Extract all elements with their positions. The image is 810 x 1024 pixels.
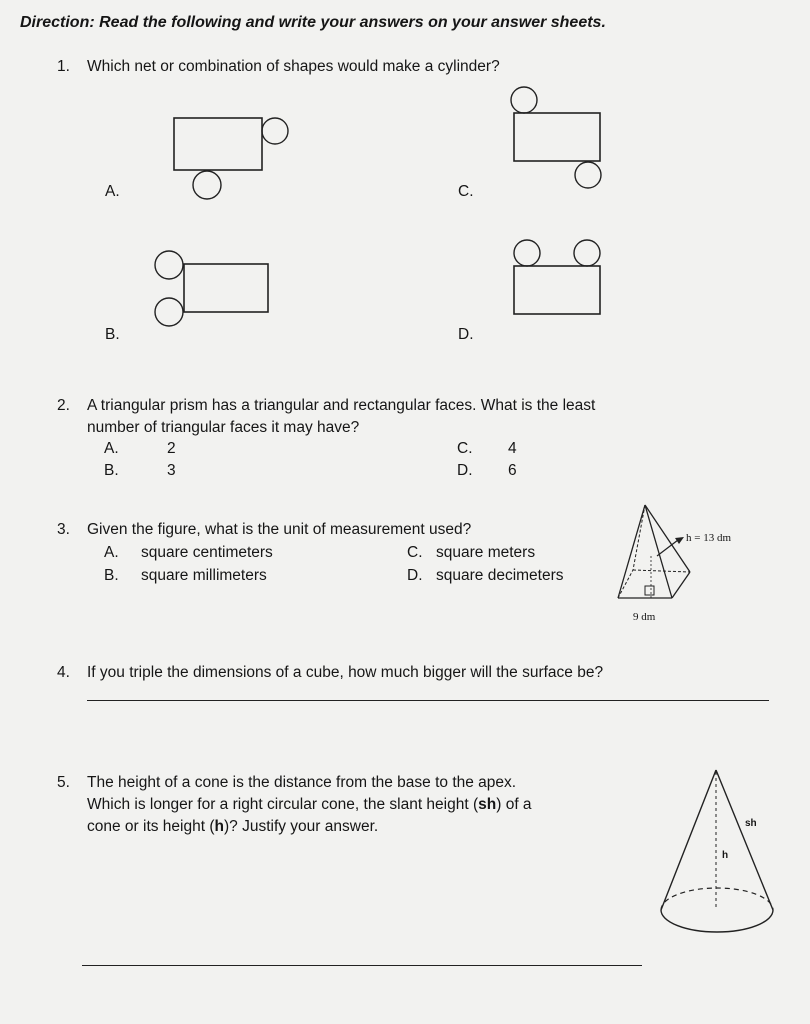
q1-option-c-label: C.	[458, 183, 474, 200]
q5-height-label: h	[722, 850, 729, 861]
q2-option-b-letter: B.	[104, 462, 119, 479]
q1-number: 1.	[57, 58, 70, 75]
q5-answer-line	[82, 965, 642, 966]
q5-number: 5.	[57, 774, 70, 791]
q2-option-a-value: 2	[167, 440, 176, 457]
q2-option-b-value: 3	[167, 462, 176, 479]
q2-number: 2.	[57, 397, 70, 414]
q3-option-c-letter: C.	[407, 544, 423, 561]
q1-question: Which net or combination of shapes would make a cylinder?	[87, 58, 500, 75]
q2-option-c-value: 4	[508, 440, 517, 457]
q5-question-line1: The height of a cone is the distance from the base to the apex.	[87, 774, 517, 791]
q2-question-line2: number of triangular faces it may have?	[87, 419, 360, 436]
q1-option-b-label: B.	[105, 326, 120, 343]
q3-option-d-letter: D.	[407, 567, 423, 584]
q3-option-b-value: square millimeters	[141, 567, 267, 584]
q3-option-a-value: square centimeters	[141, 544, 273, 561]
q3-question: Given the figure, what is the unit of measurement used?	[87, 521, 472, 538]
q1-option-d-label: D.	[458, 326, 474, 343]
q3-height-label: h = 13 dm	[686, 532, 732, 544]
q1-option-a-label: A.	[105, 183, 120, 200]
q4-number: 4.	[57, 664, 70, 681]
q3-base-label: 9 dm	[633, 611, 656, 623]
q3-number: 3.	[57, 521, 70, 538]
q3-option-a-letter: A.	[104, 544, 119, 561]
q3-option-d-value: square decimeters	[436, 567, 564, 584]
q3-option-b-letter: B.	[104, 567, 119, 584]
q5-question-line2: Which is longer for a right circular cone, the slant height (sh) of a	[87, 796, 532, 813]
q2-question-line1: A triangular prism has a triangular and rectangular faces. What is the least	[87, 397, 596, 414]
direction-heading: Direction: Read the following and write your answers on your answer sheets.	[20, 14, 606, 31]
q2-option-c-letter: C.	[457, 440, 473, 457]
q2-option-a-letter: A.	[104, 440, 119, 457]
q5-slant-label: sh	[745, 818, 757, 829]
q5-question-line3: cone or its height (h)? Justify your answer.	[87, 818, 379, 835]
q2-option-d-value: 6	[508, 462, 517, 479]
q4-question: If you triple the dimensions of a cube, how much bigger will the surface be?	[87, 664, 604, 681]
q3-option-c-value: square meters	[436, 544, 536, 561]
q2-option-d-letter: D.	[457, 462, 473, 479]
